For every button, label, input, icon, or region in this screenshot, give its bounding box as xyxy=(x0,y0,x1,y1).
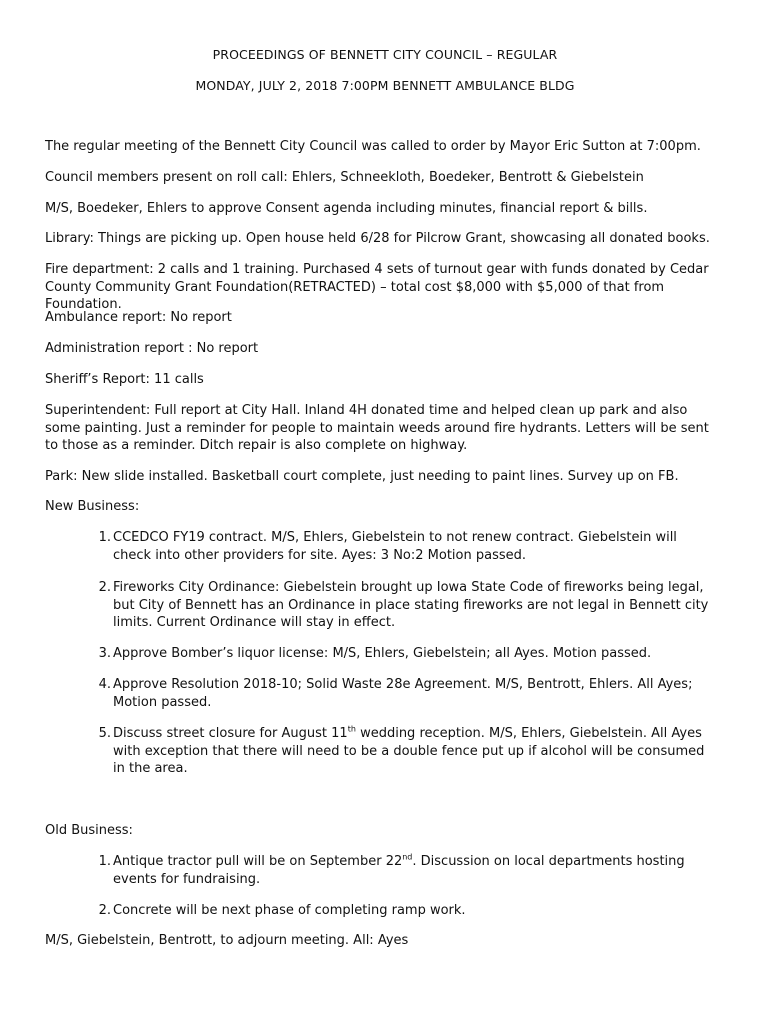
list-item-text-part: Discuss street closure for August 11 xyxy=(113,726,348,741)
old-business-heading: Old Business: xyxy=(45,823,133,838)
document-subtitle: MONDAY, JULY 2, 2018 7:00PM BENNETT AMBULANCE BLDG xyxy=(195,78,575,93)
list-item-text-part: . Discussion on local departments hosting events for fundraising. xyxy=(113,854,685,887)
paragraph-library: Library: Things are picking up. Open house held 6/28 for Pilcrow Grant, showcasing all donated books. xyxy=(45,231,710,246)
new-business-heading: New Business: xyxy=(45,499,140,514)
ordinal-suffix: nd xyxy=(402,852,413,862)
list-item-number: 1. xyxy=(98,530,111,545)
paragraph-roll-call: Council members present on roll call: Ehlers, Schneekloth, Boedeker, Bentrott & Giebelstein xyxy=(45,170,644,185)
document-title: PROCEEDINGS OF BENNETT CITY COUNCIL – REGULAR xyxy=(212,47,558,62)
list-item-text: CCEDCO FY19 contract. M/S, Ehlers, Giebelstein to not renew contract. Giebelstein will check into other providers for site. Ayes: 3 No:2 Motion passed. xyxy=(113,530,677,563)
list-item-number: 2. xyxy=(98,903,111,918)
list-item-text-part: Antique tractor pull will be on September 22 xyxy=(113,854,403,869)
paragraph-sheriff: Sheriff’s Report: 11 calls xyxy=(45,372,204,387)
paragraph-park: Park: New slide installed. Basketball court complete, just needing to paint lines. Survey up on FB. xyxy=(45,469,679,484)
ordinal-suffix: th xyxy=(347,724,356,734)
list-item-text: Approve Bomber’s liquor license: M/S, Ehlers, Giebelstein; all Ayes. Motion passed. xyxy=(113,646,652,661)
list-item-number: 4. xyxy=(98,677,111,692)
paragraph-ambulance: Ambulance report: No report xyxy=(45,310,232,325)
list-item-text xyxy=(113,853,713,888)
list-item-number: 3. xyxy=(98,646,111,661)
list-item-number: 1. xyxy=(98,854,111,869)
paragraph-administration: Administration report : No report xyxy=(45,341,259,356)
list-item-text-part: wedding reception. M/S, Ehlers, Giebelstein. All Ayes with exception that there will need to be a double fence put up if alcohol will be consumed in the area. xyxy=(113,726,705,776)
paragraph-adjourn: M/S, Giebelstein, Bentrott, to adjourn meeting. All: Ayes xyxy=(45,933,409,948)
list-item-text: Fireworks City Ordinance: Giebelstein brought up Iowa State Code of fireworks being legal, but City of Bennett has an Ordinance in place stating fireworks are not legal in Bennett city limits. Current Ordinance will stay in effect. xyxy=(113,580,709,630)
paragraph-fire: Fire department: 2 calls and 1 training. Purchased 4 sets of turnout gear with funds donated by Cedar County Community Grant Foundation(RETRACTED) – total cost $8,000 with $5,000 of that from Foundation. xyxy=(45,262,709,312)
list-item-text: Concrete will be next phase of completing ramp work. xyxy=(113,903,466,918)
list-item-number: 5. xyxy=(98,726,111,741)
paragraph-consent: M/S, Boedeker, Ehlers to approve Consent agenda including minutes, financial report & bills. xyxy=(45,201,648,216)
paragraph-superintendent: Superintendent: Full report at City Hall. Inland 4H donated time and helped clean up park and also some painting. Just a reminder for people to maintain weeds around fire hydrants. Letters will be sent to those as a reminder. Ditch repair is also complete on highway. xyxy=(45,403,709,453)
list-item-text xyxy=(113,725,713,778)
list-item-number: 2. xyxy=(98,580,111,595)
list-item-text: Approve Resolution 2018-10; Solid Waste 28e Agreement. M/S, Bentrott, Ehlers. All Ayes; Motion passed. xyxy=(113,677,693,710)
paragraph-call-to-order: The regular meeting of the Bennett City Council was called to order by Mayor Eric Sutton at 7:00pm. xyxy=(45,139,701,154)
